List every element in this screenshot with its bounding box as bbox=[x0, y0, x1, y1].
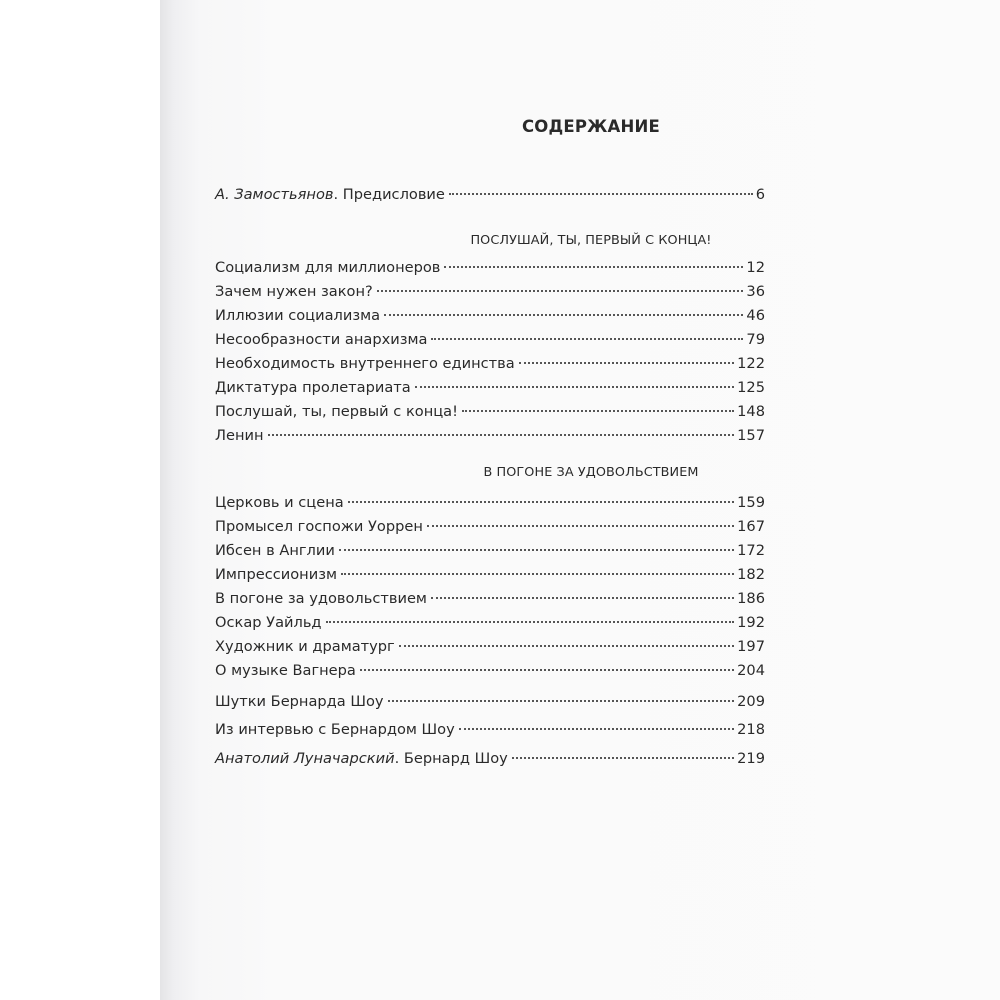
page-number: 125 bbox=[737, 379, 765, 396]
toc-entry bbox=[215, 378, 765, 398]
dot-leader bbox=[427, 524, 734, 527]
page-number: 197 bbox=[737, 638, 765, 655]
toc-entry bbox=[215, 282, 765, 302]
page-number: 79 bbox=[746, 331, 765, 348]
entry-title: Бернард Шоу bbox=[403, 750, 508, 767]
toc-entry bbox=[215, 258, 765, 278]
toc-entry bbox=[215, 517, 765, 537]
author-name: А. Замостьянов bbox=[215, 186, 334, 203]
toc-entry bbox=[215, 589, 765, 609]
toc-entry bbox=[215, 426, 765, 446]
dot-leader bbox=[399, 644, 734, 647]
toc-entry bbox=[215, 493, 765, 513]
toc-entry bbox=[215, 720, 765, 740]
toc-entry bbox=[215, 330, 765, 350]
toc-entry-label: А. Замостьянов. Предисловие bbox=[215, 186, 445, 203]
page-number: 36 bbox=[746, 283, 765, 300]
page-number: 186 bbox=[737, 590, 765, 607]
page-number: 159 bbox=[737, 494, 765, 511]
toc-entry bbox=[215, 661, 765, 681]
dot-leader bbox=[519, 361, 734, 364]
entry-title: Несообразности анархизма bbox=[215, 331, 428, 348]
page-number: 167 bbox=[737, 518, 765, 535]
page-number: 172 bbox=[737, 542, 765, 559]
entry-title: Импрессионизм bbox=[215, 566, 337, 583]
toc-entry bbox=[215, 354, 765, 374]
dot-leader bbox=[444, 265, 743, 268]
page-number: 157 bbox=[737, 427, 765, 444]
dot-leader bbox=[268, 433, 735, 436]
page-number: 192 bbox=[737, 614, 765, 631]
dot-leader bbox=[431, 337, 743, 340]
entry-title: Предисловие bbox=[342, 186, 445, 203]
page-number: 209 bbox=[737, 693, 765, 710]
dot-leader bbox=[431, 596, 734, 599]
toc-entry bbox=[215, 402, 765, 422]
entry-title: Иллюзии социализма bbox=[215, 307, 381, 324]
toc-entry bbox=[215, 692, 765, 712]
dot-leader bbox=[360, 668, 734, 671]
entry-title: В погоне за удовольствием bbox=[215, 590, 427, 607]
page-number: 204 bbox=[737, 662, 765, 679]
page-title: СОДЕРЖАНИЕ bbox=[521, 117, 661, 136]
entry-title: Церковь и сцена bbox=[215, 494, 344, 511]
section-heading: В ПОГОНЕ ЗА УДОВОЛЬСТВИЕМ bbox=[483, 465, 699, 480]
toc-entry bbox=[215, 637, 765, 657]
entry-title: Необходимость внутреннего единства bbox=[215, 355, 515, 372]
dot-leader bbox=[449, 192, 753, 195]
toc-entry bbox=[215, 541, 765, 561]
entry-title: Художник и драматург bbox=[215, 638, 395, 655]
page-number: 12 bbox=[746, 259, 765, 276]
dot-leader bbox=[388, 699, 735, 702]
dot-leader bbox=[339, 548, 734, 551]
toc-entry-label: Анатолий Луначарский. Бернард Шоу bbox=[215, 750, 508, 767]
toc-entry-preface bbox=[215, 185, 765, 205]
dot-leader bbox=[348, 500, 734, 503]
dot-leader bbox=[462, 409, 734, 412]
toc-entry-closing bbox=[215, 749, 765, 769]
toc-entry bbox=[215, 565, 765, 585]
page-number: 219 bbox=[737, 750, 765, 767]
page-number: 46 bbox=[746, 307, 765, 324]
toc-entry bbox=[215, 613, 765, 633]
entry-title: Социализм для миллионеров bbox=[215, 259, 441, 276]
entry-title: Зачем нужен закон? bbox=[215, 283, 373, 300]
page-number: 122 bbox=[737, 355, 765, 372]
dot-leader bbox=[459, 727, 734, 730]
page-number: 182 bbox=[737, 566, 765, 583]
entry-title: Ленин bbox=[215, 427, 264, 444]
entry-title: Из интервью с Бернардом Шоу bbox=[215, 721, 455, 738]
entry-title: О музыке Вагнера bbox=[215, 662, 356, 679]
book-page bbox=[160, 0, 1000, 1000]
entry-title: Оскар Уайльд bbox=[215, 614, 322, 631]
entry-title: Послушай, ты, первый с конца! bbox=[215, 403, 458, 420]
dot-leader bbox=[512, 756, 734, 759]
section-heading: ПОСЛУШАЙ, ТЫ, ПЕРВЫЙ С КОНЦА! bbox=[470, 233, 712, 248]
entry-title: Промысел госпожи Уоррен bbox=[215, 518, 423, 535]
toc-entry bbox=[215, 306, 765, 326]
dot-leader bbox=[326, 620, 735, 623]
entry-title: Ибсен в Англии bbox=[215, 542, 335, 559]
page-number: 6 bbox=[755, 186, 765, 203]
entry-title: Диктатура пролетариата bbox=[215, 379, 411, 396]
dot-leader bbox=[415, 385, 734, 388]
dot-leader bbox=[377, 289, 744, 292]
page-number: 148 bbox=[737, 403, 765, 420]
dot-leader bbox=[384, 313, 743, 316]
dot-leader bbox=[341, 572, 734, 575]
page-number: 218 bbox=[737, 721, 765, 738]
entry-title: Шутки Бернарда Шоу bbox=[215, 693, 384, 710]
author-name: Анатолий Луначарский bbox=[215, 750, 395, 767]
